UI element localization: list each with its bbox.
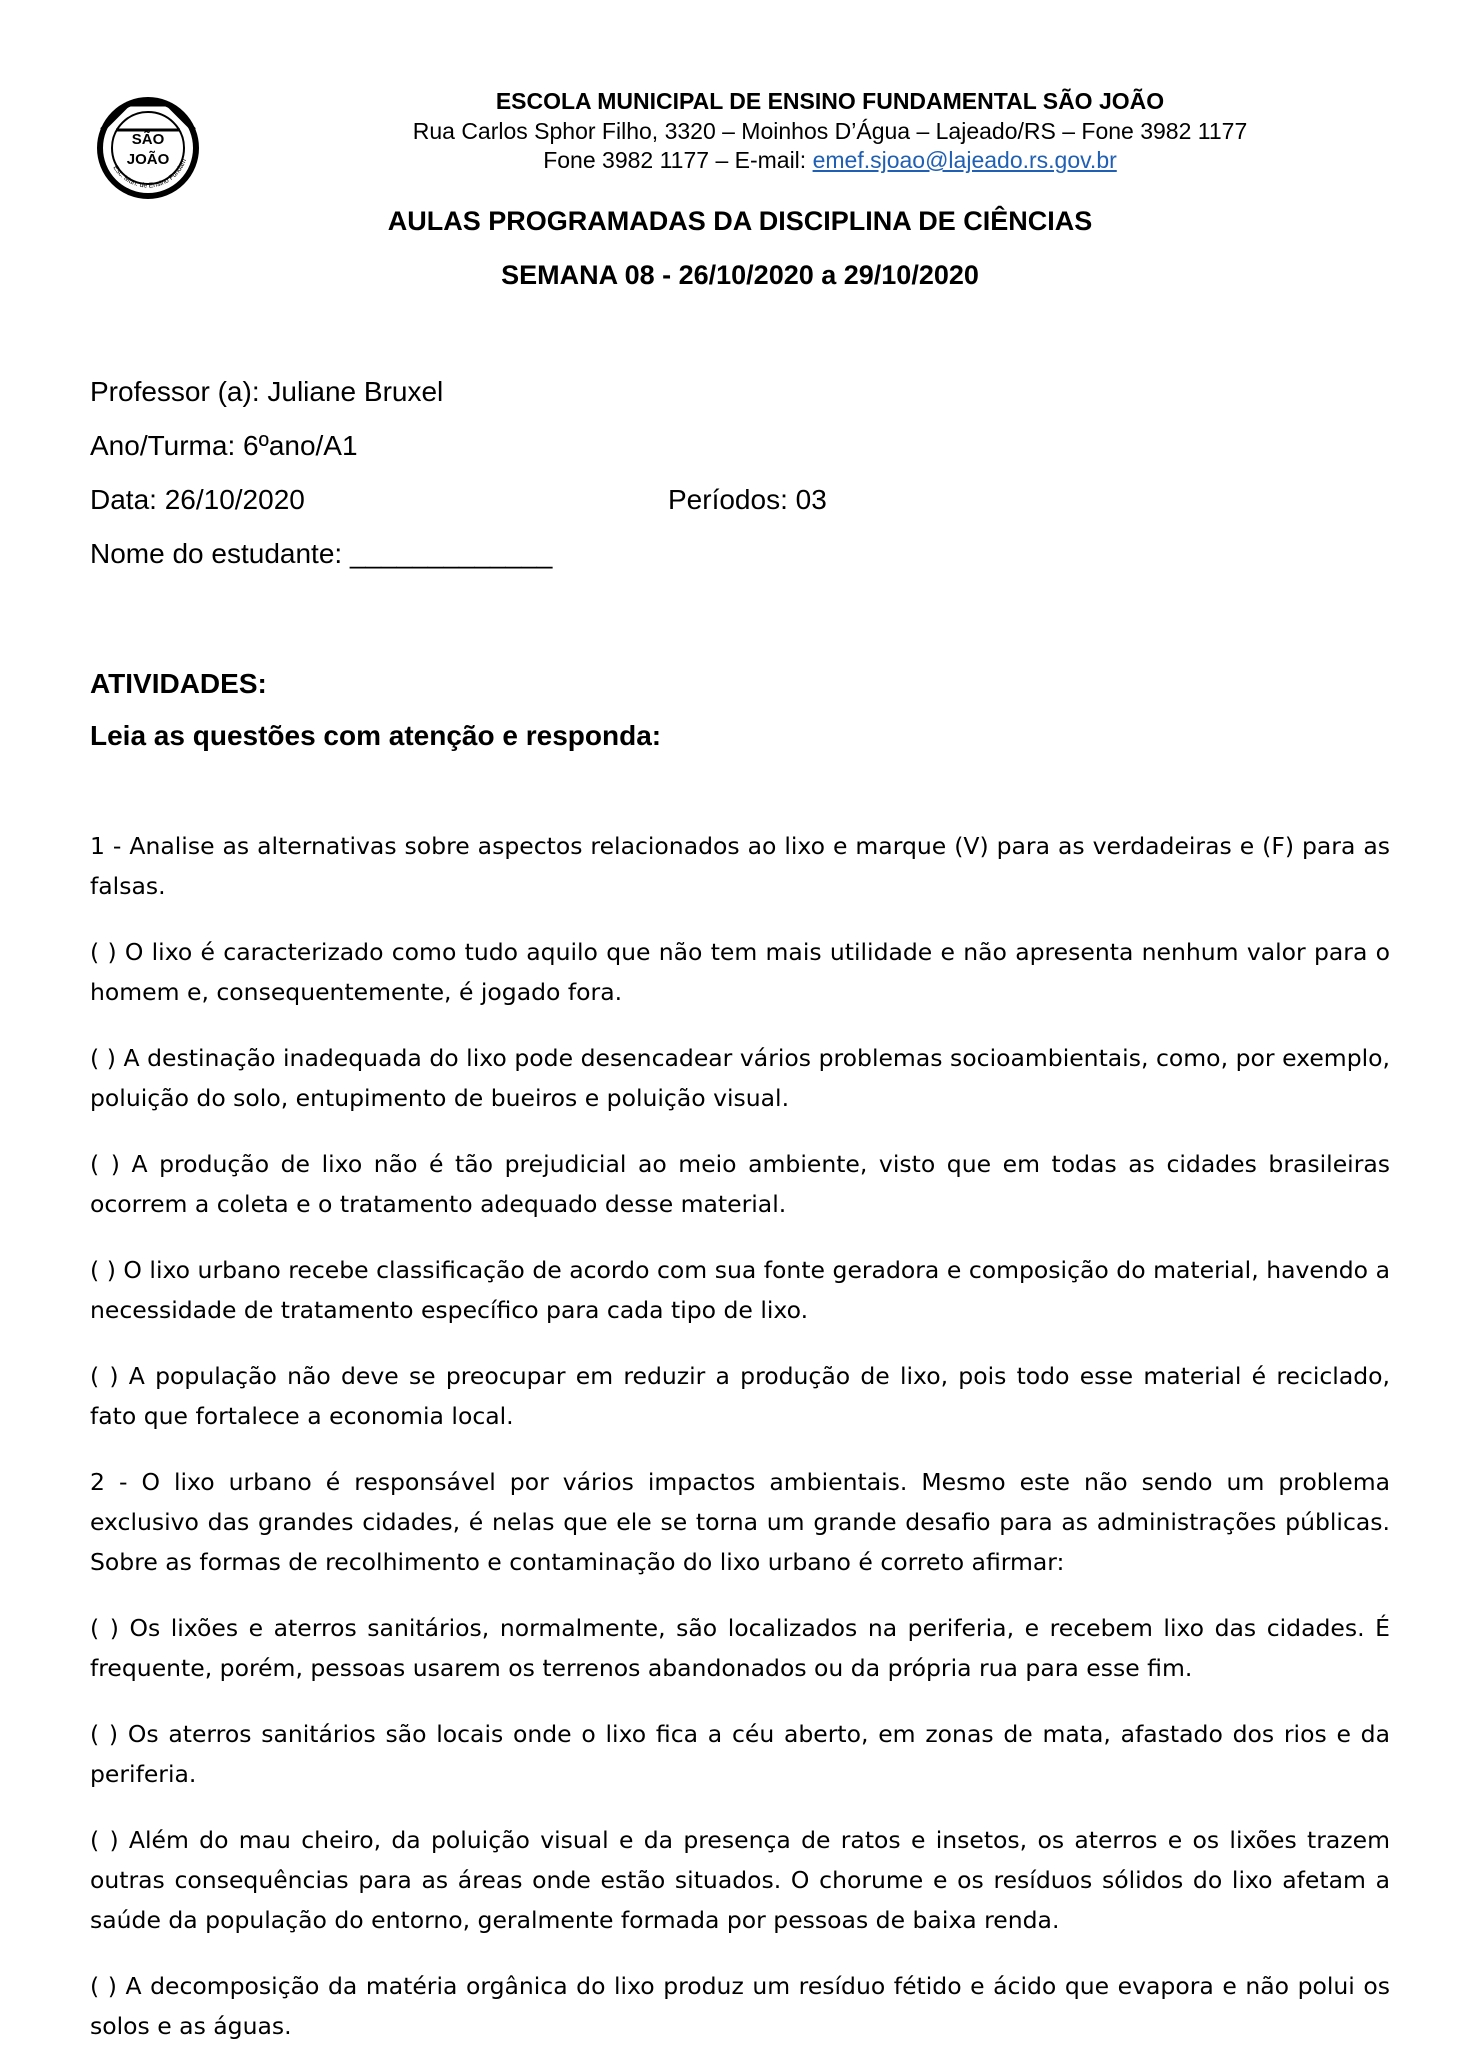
logo-text-top: SÃO — [131, 131, 165, 148]
date-line: Data: 26/10/2020 — [90, 484, 305, 515]
question-1-option-c: ( ) A produção de lixo não é tão prejudicial ao meio ambiente, visto que em todas as cidades brasileiras ocorrem a coleta e o tratamento adequado desse material. — [90, 1150, 1390, 1218]
school-address: Rua Carlos Sphor Filho, 3320 – Moinhos D’Água – Lajeado/RS – Fone 3982 1177 — [412, 118, 1248, 144]
periods-line: Períodos: 03 — [668, 484, 827, 515]
question-2-option-d: ( ) A decomposição da matéria orgânica do lixo produz um resíduo fétido e ácido que evapora e não polui os solos e as águas. — [90, 1972, 1390, 2040]
logo-ring-text: Esc. Mun. de Ensino Fundam — [111, 157, 189, 190]
phone-prefix: Fone 3982 1177 – E-mail: — [543, 147, 813, 173]
school-name: ESCOLA MUNICIPAL DE ENSINO FUNDAMENTAL SÃO JOÃO — [495, 88, 1165, 114]
email-link[interactable]: emef.sjoao@lajeado.rs.gov.br — [812, 147, 1117, 173]
student-name-line: Nome do estudante: _____________ — [90, 538, 553, 569]
activities-instruction: Leia as questões com atenção e responda: — [90, 720, 662, 751]
course-title: AULAS PROGRAMADAS DA DISCIPLINA DE CIÊNCIAS — [387, 206, 1093, 236]
question-1-option-e: ( ) A população não deve se preocupar em reduzir a produção de lixo, pois todo esse material é reciclado, fato que fortalece a economia local. — [90, 1362, 1390, 1430]
question-1-option-b: ( ) A destinação inadequada do lixo pode desencadear vários problemas socioambientais, como, por exemplo, poluição do solo, entupimento de bueiros e poluição visual. — [90, 1044, 1390, 1112]
question-2-option-a: ( ) Os lixões e aterros sanitários, normalmente, são localizados na periferia, e recebem lixo das cidades. É frequente, porém, pessoas usarem os terrenos abandonados ou da própria rua para esse fim. — [90, 1614, 1390, 1682]
activities-heading: ATIVIDADES: — [90, 668, 267, 699]
question-2-option-c: ( ) Além do mau cheiro, da poluição visual e da presença de ratos e insetos, os aterros e os lixões trazem outras consequências para as áreas onde estão situados. O chorume e os resíduos sólidos do lixo afetam a saúde da população do entorno, geralmente formada por pessoas de baixa renda. — [90, 1826, 1390, 1934]
question-2-option-b: ( ) Os aterros sanitários são locais onde o lixo fica a céu aberto, em zonas de mata, afastado dos rios e da periferia. — [90, 1720, 1390, 1788]
school-logo — [88, 90, 208, 200]
question-2-stem: 2 - O lixo urbano é responsável por vários impactos ambientais. Mesmo este não sendo um problema exclusivo das grandes cidades, é nelas que ele se torna um grande desafio para as administrações públicas. Sobre as formas de recolhimento e contaminação do lixo urbano é correto afirmar: — [90, 1468, 1390, 1576]
week-title: SEMANA 08 - 26/10/2020 a 29/10/2020 — [501, 260, 979, 290]
turma-line: Ano/Turma: 6ºano/A1 — [90, 430, 358, 461]
school-contact — [300, 147, 1360, 174]
question-1-stem: 1 - Analise as alternativas sobre aspectos relacionados ao lixo e marque (V) para as verdadeiras e (F) para as falsas. — [90, 832, 1390, 900]
logo-text-bottom: JOÃO — [126, 151, 170, 168]
professor-line: Professor (a): Juliane Bruxel — [90, 376, 444, 407]
question-1-option-a: ( ) O lixo é caracterizado como tudo aquilo que não tem mais utilidade e não apresenta nenhum valor para o homem e, consequentemente, é jogado fora. — [90, 938, 1390, 1006]
question-1-option-d: ( ) O lixo urbano recebe classificação de acordo com sua fonte geradora e composição do material, havendo a necessidade de tratamento específico para cada tipo de lixo. — [90, 1256, 1390, 1324]
